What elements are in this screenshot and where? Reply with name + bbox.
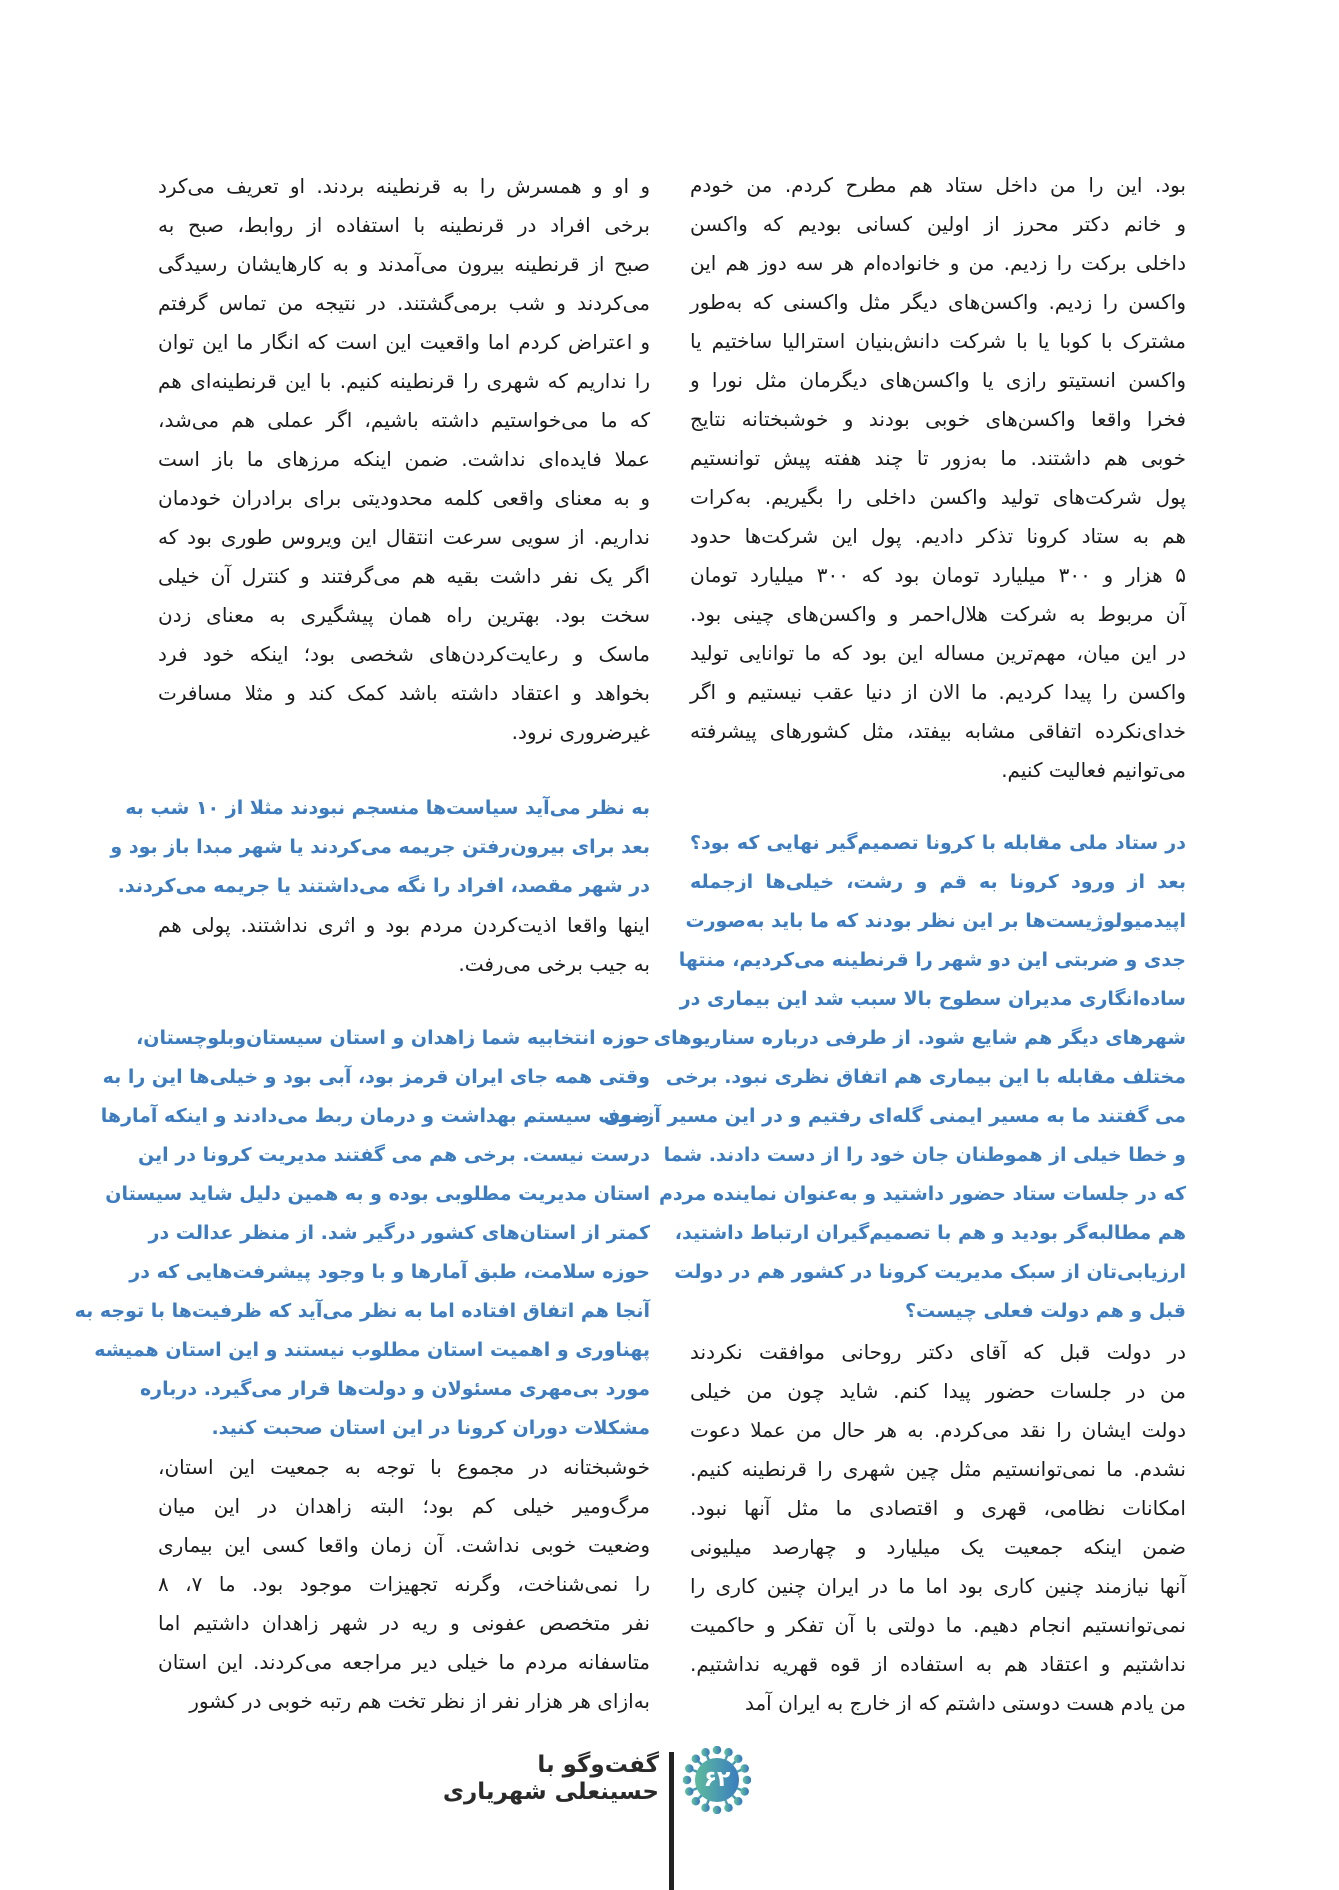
text-line: بعد برای بیرون‌رفتن جریمه می‌کردند یا شهر مبدا باز بود و [110, 836, 650, 858]
answer-paragraph [690, 1333, 1186, 1723]
text-line: آنها نیازمند چنین کاری بود اما ما در ایران چنین کاری را [690, 1574, 1186, 1598]
text-line: در ستاد ملی مقابله با کرونا تصمیم‌گیر نهایی که بود؟ [690, 832, 1186, 854]
text-line: کمتر از استان‌های کشور درگیر شد. از منظر عدالت در [148, 1222, 650, 1244]
answer-paragraph [158, 1448, 650, 1721]
text-line: دولت ایشان را نقد می‌کردم. به هر حال من عملا دعوت [690, 1418, 1186, 1442]
text-line: به جیب برخی می‌رفت. [458, 952, 650, 976]
answer-paragraph [158, 906, 650, 984]
text-line: بود. این را من داخل ستاد هم مطرح کردم. من خودم [690, 173, 1186, 197]
text-line: خوبی هم داشتند. ما به‌زور تا چند هفته پیش توانستیم [690, 446, 1186, 470]
section-title: گفت‌وگو با [537, 1752, 659, 1778]
interview-question [74, 1019, 650, 1448]
text-line: درست نیست. برخی هم می گفتند مدیریت کرونا در این [137, 1144, 650, 1166]
text-line: جدی و ضربتی این دو شهر را قرنطینه می‌کردیم، منتها [678, 949, 1186, 971]
text-line: وقتی همه جای ایران قرمز بود، آبی بود و خیلی‌ها این را به [102, 1066, 650, 1088]
answer-paragraph [158, 167, 650, 752]
text-line: که ما می‌خواستیم داشته باشیم، اگر عملی هم می‌شد، [158, 408, 650, 432]
footer-title [443, 1752, 659, 1806]
text-line: در شهر مقصد، افراد را نگه می‌داشتند یا جریمه می‌کردند. [117, 875, 650, 897]
answer-paragraph [690, 166, 1186, 790]
text-line: حوزه انتخابیه شما زاهدان و استان سیستان‌وبلوچستان، [136, 1027, 650, 1049]
text-line: عملا فایده‌ای نداشت. ضمن اینکه مرزهای ما باز است [158, 447, 650, 471]
text-line: می گفتند ما به مسیر ایمنی گله‌ای رفتیم و در این مسیر آزمون [603, 1105, 1186, 1127]
text-line: استان مدیریت مطلوبی بوده و به همین دلیل شاید سیستان [105, 1183, 650, 1205]
interview-question [603, 824, 1186, 1331]
text-line: ۵ هزار و ۳۰۰ میلیارد تومان بود که ۳۰۰ میلیارد تومان [690, 563, 1187, 587]
text-line: نمی‌توانستیم انجام دهیم. ما دولتی با آن تفکر و حاکمیت [690, 1613, 1186, 1637]
text-line: بعد از ورود کرونا به قم و رشت، خیلی‌ها ازجمله [690, 871, 1186, 893]
page-number-badge [683, 1746, 751, 1814]
text-line: و خانم دکتر محرز از اولین کسانی بودیم که واکسن [690, 212, 1186, 236]
text-line: نداریم. از سویی سرعت انتقال این ویروس طوری بود که [158, 525, 650, 549]
text-line: مرگ‌ومیر خیلی کم بود؛ البته زاهدان در این میان [158, 1494, 650, 1518]
text-line: سخت بود. بهترین راه همان پیشگیری به معنای زدن [158, 603, 650, 627]
text-line: خوشبختانه در مجموع با توجه به جمعیت این استان، [158, 1455, 650, 1479]
text-line: و اعتراض کردم اما واقعیت این است که انگار ما این توان [158, 330, 650, 354]
text-line: و او و همسرش را به قرنطینه بردند. او تعریف می‌کرد [158, 174, 650, 198]
text-line: که در جلسات ستاد حضور داشتید و به‌عنوان نماینده مردم [658, 1183, 1186, 1205]
text-line: واکسن را پیدا کردیم. ما الان از دنیا عقب نیستیم و اگر [690, 680, 1186, 704]
text-line: حوزه سلامت، طبق آمارها و با وجود پیشرفت‌هایی که در [129, 1261, 650, 1283]
text-line: نداشتیم و اعتقاد هم به استفاده از قوه قهریه نداشتیم. [690, 1652, 1186, 1676]
text-line: قبل و هم دولت فعلی چیست؟ [905, 1300, 1186, 1322]
text-line: ماسک و رعایت‌کردن‌های شخصی بود؛ اینکه خود فرد [158, 642, 650, 666]
text-line: نفر متخصص عفونی و ریه در شهر زاهدان داشتیم اما [158, 1611, 650, 1635]
text-line: اینها واقعا اذیت‌کردن مردم بود و اثری نداشتند. پولی هم [158, 913, 650, 937]
text-line: و خطا خیلی از هموطنان جان خود را از دست دادند. شما [663, 1144, 1186, 1166]
text-line: داخلی برکت را زدیم. من و خانواده‌ام هر سه دوز هم این [690, 251, 1186, 275]
text-line: آن مربوط به شرکت هلال‌احمر و واکسن‌های چینی بود. [690, 602, 1186, 626]
text-line: من در جلسات حضور پیدا کنم. شاید چون من خیلی [690, 1379, 1186, 1403]
interviewee-name: حسینعلی شهریاری [442, 1779, 659, 1805]
page-number: ۶۲ [703, 1767, 731, 1792]
text-line: آنجا هم اتفاق افتاده اما به نظر می‌آید که ظرفیت‌ها با توجه به [74, 1300, 650, 1322]
text-line: هم به ستاد کرونا تذکر دادیم. پول این شرکت‌ها حدود [690, 524, 1186, 548]
text-line: به نظر می‌آید سیاست‌ها منسجم نبودند مثلا از ۱۰ شب به [125, 797, 650, 819]
text-line: پول شرکت‌های تولید واکسن داخلی را بگیریم. به‌کرات [690, 485, 1186, 509]
text-line: واکسن را زدیم. واکسن‌های دیگر مثل واکسنی که به‌طور [690, 290, 1186, 314]
text-line: متاسفانه مردم ما خیلی دیر مراجعه می‌کردند. این استان [158, 1650, 650, 1674]
text-line: را نداریم که شهری را قرنطینه کنیم. با این قرنطینه‌ای هم [158, 369, 650, 393]
text-line: ساده‌انگاری مدیران سطوح بالا سبب شد این بیماری در [679, 988, 1186, 1010]
text-line: مختلف مقابله با این بیماری هم اتفاق نظری نبود. برخی [665, 1066, 1186, 1088]
text-line: مشترک با کوبا یا با شرکت دانش‌بنیان استرالیا ساختیم یا [690, 329, 1186, 353]
text-line: من یادم هست دوستی داشتم که از خارج به ایران آمد [744, 1691, 1186, 1715]
text-line: مشکلات دوران کرونا در این استان صحبت کنید. [211, 1417, 650, 1439]
text-line: امکانات نظامی، قهری و اقتصادی ما مثل آنها نبود. [690, 1496, 1186, 1520]
text-line: به‌ازای هر هزار نفر از نظر تخت هم رتبه خوبی در کشور [189, 1689, 650, 1713]
text-line: در دولت قبل که آقای دکتر روحانی موافقت نکردند [690, 1340, 1186, 1364]
text-line: خدای‌نکرده اتفاقی مشابه بیفتد، مثل کشورهای پیشرفته [690, 719, 1186, 743]
text-line: اپیدمیولوژیست‌ها بر این نظر بودند که ما باید به‌صورت [685, 910, 1186, 932]
text-line: شهرهای دیگر هم شایع شود. از طرفی درباره سناریوهای [653, 1027, 1186, 1049]
text-line: را نمی‌شناخت، وگرنه تجهیزات موجود بود. ما ۷، ۸ [158, 1572, 650, 1596]
text-line: مورد بی‌مهری مسئولان و دولت‌ها قرار می‌گیرد. درباره [139, 1378, 650, 1400]
text-line: می‌کردند و شب برمی‌گشتند. در نتیجه من تماس گرفتم [158, 291, 650, 315]
text-line: و به معنای واقعی کلمه محدودیتی برای برادران خودمان [158, 486, 650, 510]
text-line: می‌توانیم فعالیت کنیم. [1001, 758, 1186, 782]
text-line: ضعف سیستم بهداشت و درمان ربط می‌دادند و اینکه آمارها [100, 1105, 650, 1127]
text-line: در این میان، مهم‌ترین مساله این بود که ما توانایی تولید [690, 641, 1186, 665]
text-line: غیرضروری نرود. [511, 720, 650, 744]
text-line: فخرا واقعا واکسن‌های خوبی بودند و خوشبختانه نتایج [690, 407, 1186, 431]
text-line: ضمن اینکه جمعیت یک میلیارد و چهارصد میلیونی [690, 1535, 1186, 1559]
interview-question [110, 789, 650, 906]
footer-divider [669, 1752, 674, 1890]
text-line: وضعیت خوبی نداشت. آن زمان واقعا کسی این بیماری [158, 1533, 650, 1557]
text-line: ارزیابی‌تان از سبک مدیریت کرونا در کشور هم در دولت [674, 1261, 1186, 1283]
text-line: اگر یک نفر داشت بقیه هم می‌گرفتند و کنترل آن خیلی [158, 564, 650, 588]
text-line: پهناوری و اهمیت استان مطلوب نیستند و این استان همیشه [94, 1339, 650, 1361]
text-line: صبح از قرنطینه بیرون می‌آمدند و به کارهایشان رسیدگی [158, 252, 650, 276]
text-line: واکسن انستیتو رازی یا واکسن‌های دیگرمان مثل نورا و [690, 368, 1186, 392]
text-line: هم مطالبه‌گر بودید و هم با تصمیم‌گیران ارتباط داشتید، [674, 1222, 1186, 1244]
text-line: برخی افراد در قرنطینه با استفاده از روابط، صبح به [158, 213, 650, 237]
text-line: نشدم. ما نمی‌توانستیم مثل چین شهری را قرنطینه کنیم. [690, 1457, 1186, 1481]
text-line: بخواهد و اعتقاد داشته باشد کمک کند و مثلا مسافرت [158, 681, 650, 705]
